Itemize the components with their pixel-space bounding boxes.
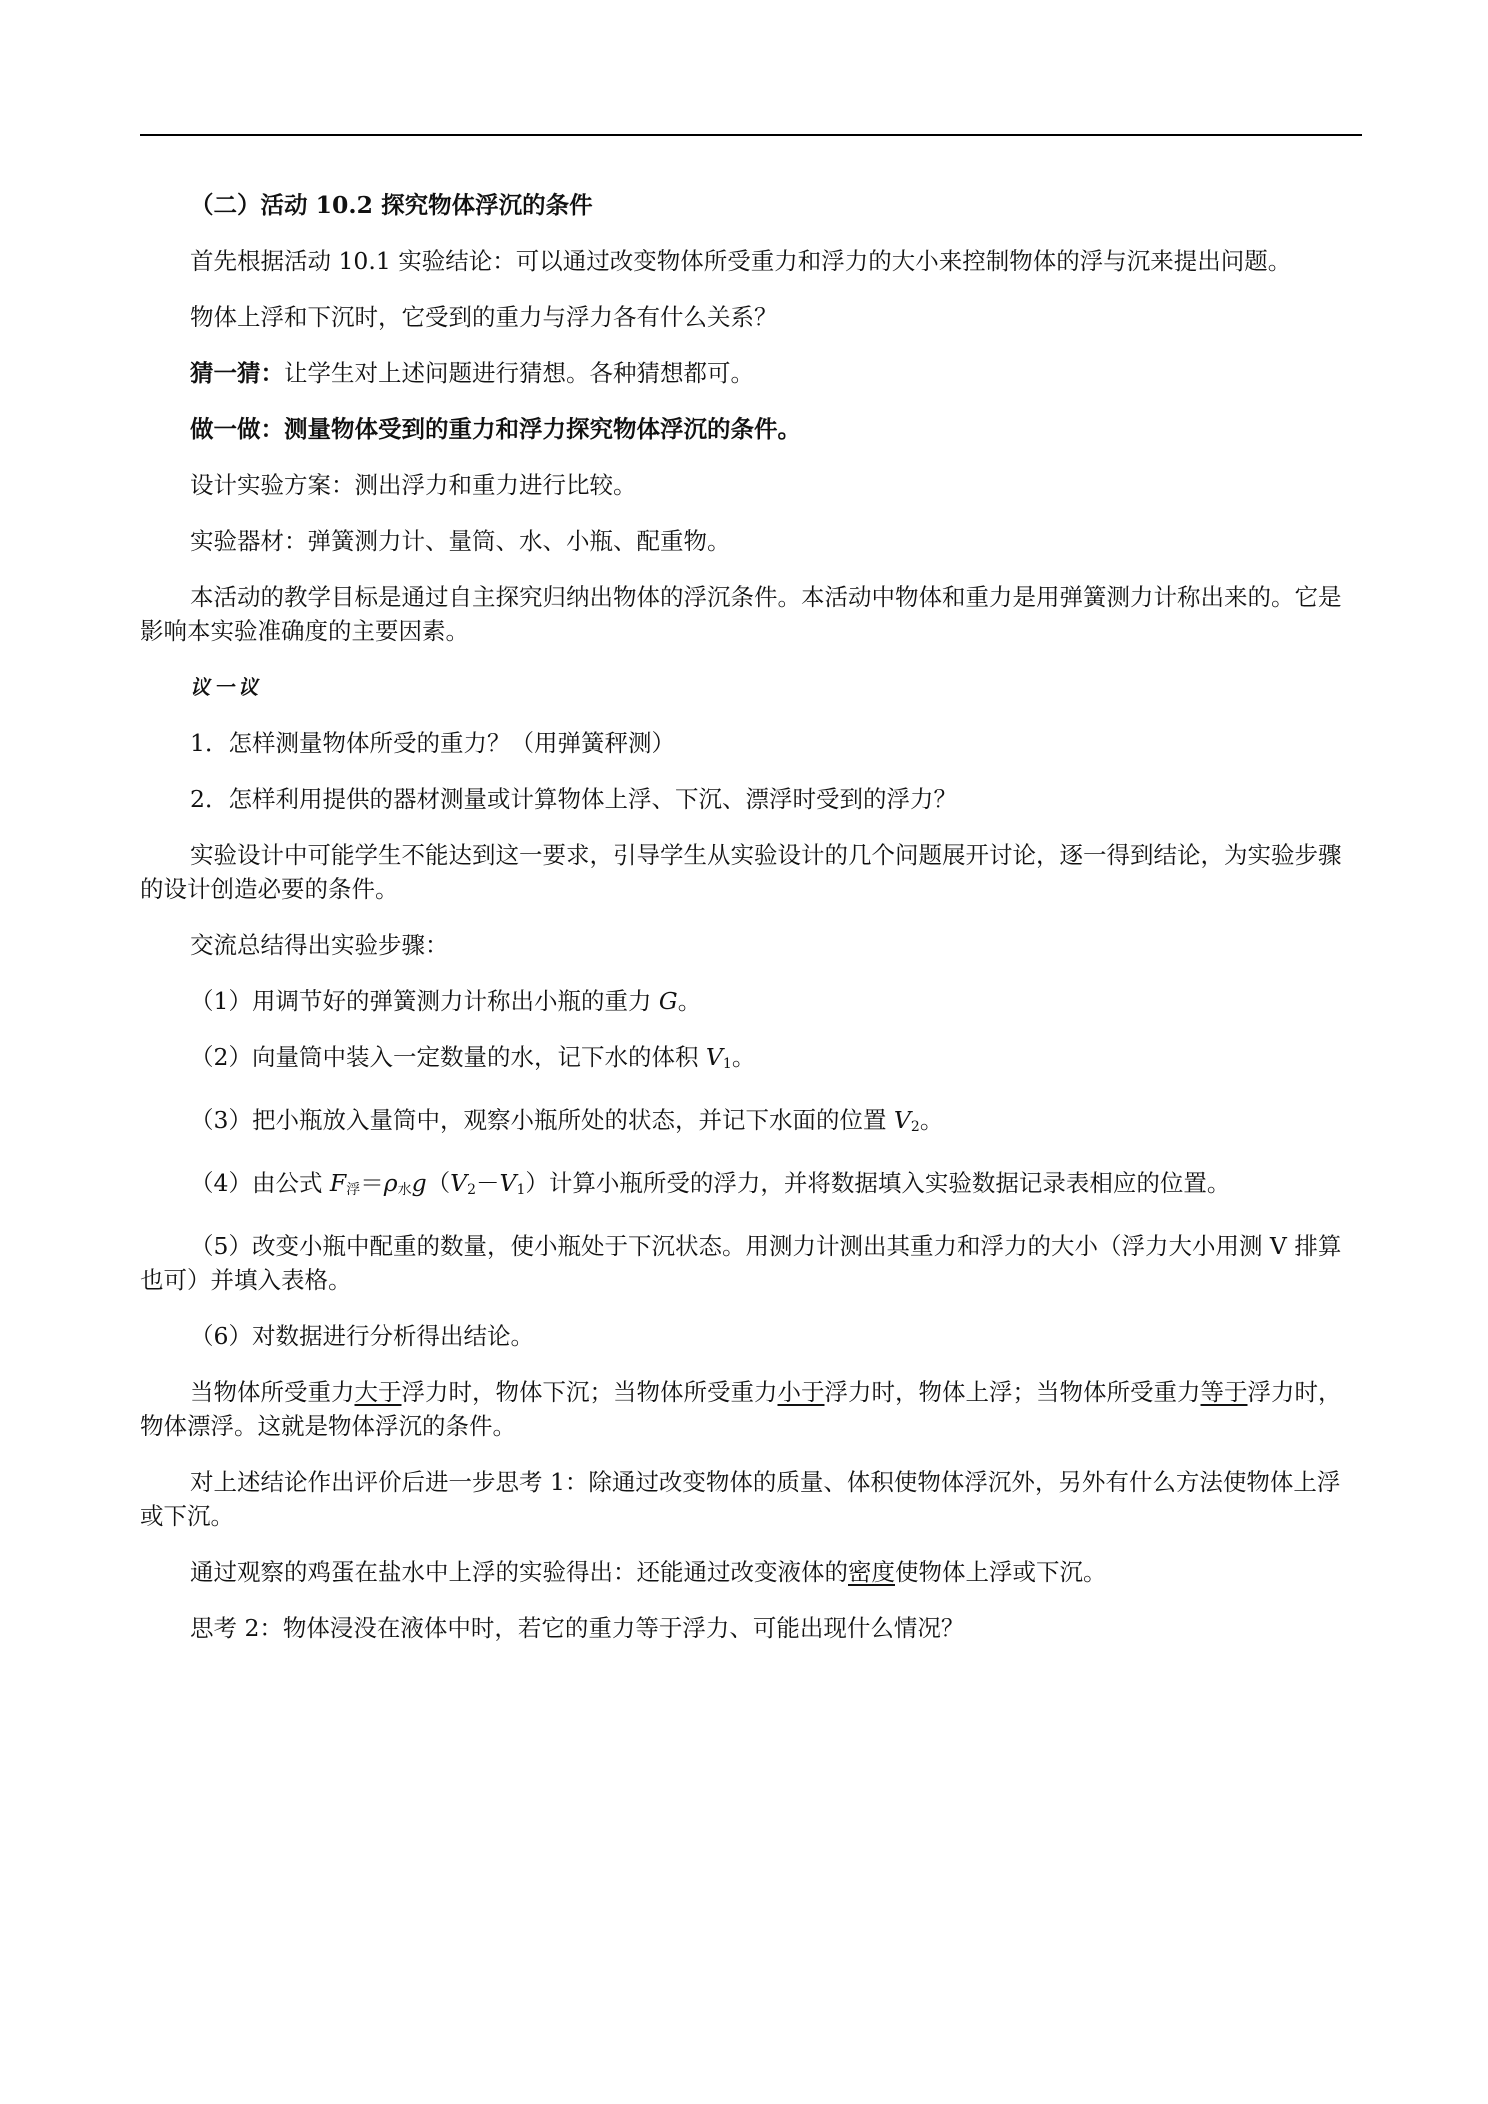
goal-paragraph: 本活动的教学目标是通过自主探究归纳出物体的浮沉条件。本活动中物体和重力是用弹簧测力计称出来的。它是影响本实验准确度的主要因素。 [140,583,1342,645]
question-1: 1．怎样测量物体所受的重力？（用弹簧秤测） [190,729,675,757]
underlined-answer: 密度 [848,1558,895,1586]
guess-paragraph [140,356,1362,390]
egg-paragraph: 通过观察的鸡蛋在盐水中上浮的实验得出：还能通过改变液体的密度使物体上浮或下沉。 [190,1558,1107,1586]
materials-paragraph: 实验器材：弹簧测力计、量筒、水、小瓶、配重物。 [190,527,731,555]
intro-paragraph: 首先根据活动 10.1 实验结论：可以通过改变物体所受重力和浮力的大小来控制物体的浮与沉来提出问题。 [190,247,1292,275]
guess-text: 让学生对上述问题进行猜想。各种猜想都可。 [284,359,754,387]
doit-paragraph: 做一做：测量物体受到的重力和浮力探究物体浮沉的条件。 [190,415,801,443]
step-2: （2）向量筒中装入一定数量的水，记下水的体积 $V_1$。 [190,1043,756,1072]
think-2-paragraph: 思考 2：物体浸没在液体中时，若它的重力等于浮力、可能出现什么情况？ [190,1614,965,1642]
step-6: （6）对数据进行分析得出结论。 [190,1322,534,1350]
underlined-answer: 等于 [1200,1378,1248,1406]
underlined-answer: 大于 [354,1378,402,1406]
underlined-answer: 小于 [777,1378,825,1406]
question-paragraph: 物体上浮和下沉时，它受到的重力与浮力各有什么关系？ [190,303,778,331]
header-rule [140,134,1362,136]
think-1-paragraph: 对上述结论作出评价后进一步思考 1：除通过改变物体的质量、体积使物体浮沉外，另外有什么方法使物体上浮或下沉。 [140,1468,1341,1530]
design-paragraph: 设计实验方案：测出浮力和重力进行比较。 [190,471,637,499]
question-2: 2．怎样利用提供的器材测量或计算物体上浮、下沉、漂浮时受到的浮力？ [190,785,957,813]
design-note-paragraph: 实验设计中可能学生不能达到这一要求，引导学生从实验设计的几个问题展开讨论，逐一得到结论，为实验步骤的设计创造必要的条件。 [140,841,1342,903]
step-3: （3）把小瓶放入量筒中，观察小瓶所处的状态，并记下水面的位置 $V_2$。 [190,1106,944,1135]
section-title: （二）活动 10.2 探究物体浮沉的条件 [190,191,593,219]
conclusion-paragraph: 当物体所受重力大于浮力时，物体下沉；当物体所受重力小于浮力时，物体上浮；当物体所受重力等于浮力时，物体漂浮。这就是物体浮沉的条件。 [140,1378,1342,1440]
summary-intro: 交流总结得出实验步骤： [190,931,449,959]
guess-label: 猜一猜： [190,359,284,387]
step-4: （4）由公式 $F_浮=\rho_水g(V_2-V_1)$计算小瓶所受的浮力，并将数据填入实验数据记录表相应的位置。 [190,1169,1231,1198]
document-body [140,188,1362,1667]
step-1: （1）用调节好的弹簧测力计称出小瓶的重力 G。 [190,987,702,1015]
step-5: （5）改变小瓶中配重的数量，使小瓶处于下沉状态。用测力计测出其重力和浮力的大小（浮力大小用测 V 排算也可）并填入表格。 [140,1232,1342,1294]
discuss-heading: 议一议 [190,675,262,699]
